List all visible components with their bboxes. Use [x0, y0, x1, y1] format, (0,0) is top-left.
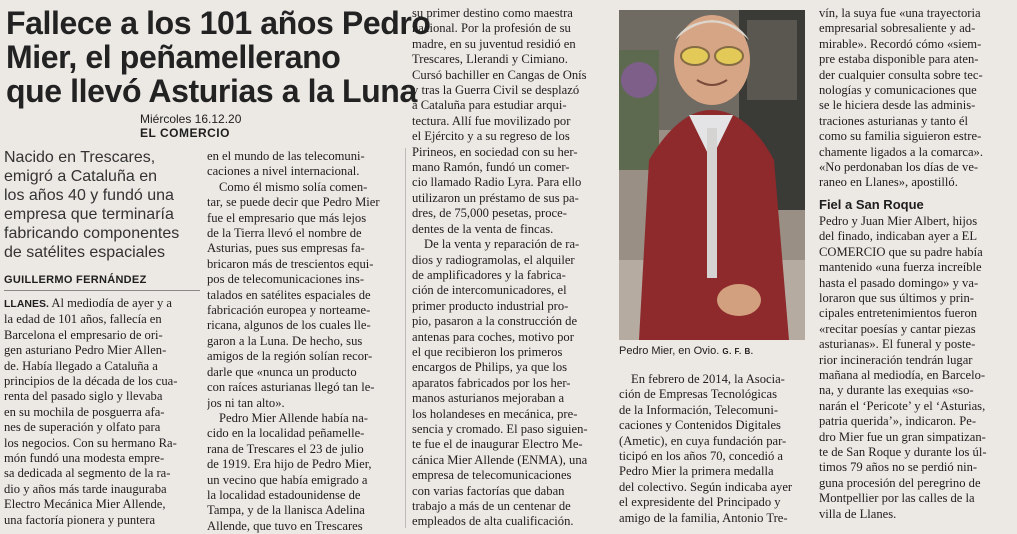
article-line: de. Había llegado a Cataluña a	[4, 358, 158, 373]
section-heading: Fiel a San Roque	[819, 196, 924, 212]
subhead-line: empresa que terminaría	[4, 206, 174, 223]
article-line: mantenido «una fuerza increíble	[819, 260, 982, 275]
article-line: na, y durante las exequias «so-	[819, 383, 974, 398]
article-line: encargos de Philips, ya que los	[412, 360, 568, 375]
byline: GUILLERMO FERNÁNDEZ	[4, 274, 200, 291]
article-line: pre estaba disponible para aten-	[819, 52, 979, 67]
article-line: Como él mismo solía comen-	[219, 179, 368, 194]
article-line: mirable». Recordó cómo «siem-	[819, 36, 982, 51]
article-line: primer producto industrial pro-	[412, 298, 569, 313]
article-line: a Cataluña para estudiar arqui-	[412, 98, 567, 113]
article-line: empresa de telecomunicaciones	[412, 468, 572, 483]
article-line: principios de la década de los cua-	[4, 374, 178, 389]
article-line: fue el empresario que más lejos	[207, 210, 367, 225]
article-line: trabajo a más de un centenar de	[412, 499, 571, 513]
article-line: del colectivo. Según indicaba ayer	[619, 479, 793, 494]
paragraph	[4, 312, 200, 528]
article-line: Pirineos, en sociedad con su her-	[412, 144, 578, 159]
paragraph	[819, 214, 1014, 522]
article-line: tectura. Allí fue movilizado por	[412, 113, 571, 128]
subhead-line: emigró a Cataluña en	[4, 168, 157, 185]
article-line: dios y radiogramolas, el alquiler	[412, 252, 575, 267]
article-line: amigos de la región solían recor-	[207, 349, 373, 364]
article-line: darle que «nunca un producto	[207, 364, 357, 379]
article-line: la localidad estadounidense de	[207, 487, 361, 502]
article-line: el Ejército y a su regreso de los	[412, 129, 570, 144]
article-line: cánica Mier Allende (ENMA), una	[412, 452, 588, 467]
article-line: manos asturianos mejoraban a	[412, 391, 565, 406]
article-line: vín, la suya fue «una trayectoria	[819, 6, 981, 20]
article-line: los negocios. Con su hermano Ra-	[4, 435, 177, 450]
paragraph	[412, 237, 610, 530]
article-line: y tras la Guerra Civil se desplazó	[412, 83, 580, 98]
article-line: tar, se puede decir que Pedro Mier	[207, 195, 380, 210]
article-line: con raíces asturianas llegó tan le-	[207, 380, 375, 395]
article-line: con varias factorías que daban	[412, 483, 565, 498]
headline-line: que llevó Asturias a la Luna	[6, 73, 417, 109]
article-line: de 1919. Era hijo de Pedro Mier,	[207, 457, 372, 472]
article-line: ción de Empresas Tecnológicas	[619, 387, 778, 402]
article-line: asturianas». El funeral y poste-	[819, 337, 976, 352]
portrait-photo	[619, 10, 805, 340]
article-line: der cualquier consulta sobre tec-	[819, 67, 983, 82]
article-line: pio, pasaron a la construcción de	[412, 314, 578, 329]
paragraph	[412, 6, 610, 237]
paragraph	[207, 149, 389, 180]
article-line: utilizaron un préstamo de sus pa-	[412, 190, 579, 205]
article-line: de la Información, Telecomuni-	[619, 402, 779, 417]
article-line: Cursó bachiller en Cangas de Onís	[412, 67, 587, 82]
article-line: rior incineración tendrán lugar	[819, 352, 973, 367]
article-line: una factoría pionera y puntera	[4, 512, 156, 527]
paragraph	[207, 180, 389, 411]
article-line: Tampa, y de la llanisca Adelina	[207, 503, 365, 518]
photo-caption	[619, 344, 807, 359]
article-line: cio llamado Radio Lyra. Para ello	[412, 175, 582, 190]
location-lead: LLANES.	[4, 298, 49, 310]
article-line: los holandeses en mecánica, pre-	[412, 406, 578, 421]
article-line: timos 79 años no se perdió nin-	[819, 460, 978, 475]
article-line: mañana al mediodía, en Barcelo-	[819, 367, 986, 382]
article-line: antenas para coches, motivo por	[412, 329, 574, 344]
article-line: gen asturiano Pedro Mier Allen-	[4, 343, 167, 358]
article-line: rana de Trescares el 23 de julio	[207, 441, 364, 456]
article-line: mano Ramón, fundó un comer-	[412, 160, 570, 175]
article-line: cipales entretenimientos fueron	[819, 306, 978, 321]
article-line: te fue el de inaugurar Electro Me-	[412, 437, 583, 452]
article-line: el que recibieron los primeros	[412, 344, 563, 359]
article-column-3	[412, 6, 610, 530]
article-line: COMERCIO que su padre había	[819, 244, 983, 259]
article-column-2	[207, 149, 389, 534]
article-line: dres, de 75,000 pesetas, proce-	[412, 206, 567, 221]
article-line: Allende, que tuvo en Trescares	[207, 518, 363, 533]
article-line: nes de superación y olfato para	[4, 420, 161, 435]
article-line: ticipó en los años 70, concedió a	[619, 449, 784, 464]
article-line: De la venta y reparación de ra-	[424, 237, 580, 252]
article-line: ricana, algunos de los cuales lle-	[207, 318, 371, 333]
article-column-1	[4, 296, 200, 528]
article-line: se le hiciera desde las adminis-	[819, 98, 976, 113]
headline-line: Fallece a los 101 años Pedro	[6, 5, 431, 41]
article-line: un vecino que había emigrado a	[207, 472, 368, 487]
article-line: Asturias, pues sus empresas fa-	[207, 241, 365, 256]
caption-text: Pedro Mier, en Ovio.	[619, 345, 720, 357]
article-line: narán el ‘Pericote’ y el ‘Asturias,	[819, 398, 986, 413]
article-line: el expresidente del Principado y	[619, 495, 781, 510]
article-line: Pedro Mier Allende había na-	[219, 410, 368, 425]
article-line: amigo de la familia, Antonio Tre-	[619, 510, 788, 525]
article-line: de amplificadores y la fabrica-	[412, 267, 566, 282]
paragraph	[207, 411, 389, 534]
article-line: en el mundo de las telecomuni-	[207, 149, 365, 163]
article-line: Pedro Mier la primera medalla	[619, 464, 774, 479]
article-line: la edad de 101 años, fallecía en	[4, 312, 162, 327]
subhead-line: fabricando componentes	[4, 225, 180, 242]
article-line: caciones y Contenidos Digitales	[619, 418, 781, 433]
article-line: madre, en su juventud residió en	[412, 36, 576, 51]
article-line: bricaron más de trescientos equi-	[207, 256, 374, 271]
article-line: loraron que sus últimos y prin-	[819, 290, 974, 305]
article-line: villa de Llanes.	[819, 506, 897, 521]
article-line: jos ni tan alto».	[207, 395, 285, 410]
headline	[6, 5, 431, 109]
article-line: renta del pasado siglo y llevaba	[4, 389, 163, 404]
article-line	[4, 296, 200, 312]
article-line: dentes de la venta de fincas.	[412, 221, 554, 236]
article-line: como su familia siguieron estre-	[819, 129, 982, 144]
article-line: En febrero de 2014, la Asocia-	[631, 372, 785, 386]
article-line: patria querida’», indicaron. Pe-	[819, 414, 977, 429]
subhead-line: los años 40 y fundó una	[4, 187, 174, 204]
article-line: sa dedicada al segmento de la ra-	[4, 466, 171, 481]
article-line: traciones asturianas y tanto él	[819, 113, 968, 128]
column-divider	[405, 148, 406, 528]
article-line: empresarial sobresaliente y ad-	[819, 21, 976, 36]
article-line: chamente ligados a la comarca».	[819, 144, 983, 159]
article-line: Trescares, Llerandi y Cimiano.	[412, 52, 568, 67]
article-line: raneo en Llanes», apostilló.	[819, 175, 958, 190]
article-line: su primer destino como maestra	[412, 6, 573, 20]
article-line: ción de intercomunicadores, el	[412, 283, 567, 298]
article-line: empleados de alta cualificación.	[412, 514, 574, 529]
article-line: del finado, indicaban ayer a EL	[819, 229, 978, 244]
paragraph	[619, 372, 807, 526]
article-column-5	[819, 6, 1014, 522]
subhead-line: Nacido en Trescares,	[4, 149, 156, 166]
portrait-illustration	[619, 10, 805, 340]
article-line: guna procesión del peregrino de	[819, 475, 981, 490]
article-column-4	[619, 372, 807, 526]
publication-date: Miércoles 16.12.20	[140, 112, 242, 126]
article-line: nologías y comunicaciones que	[819, 83, 977, 98]
article-line: pos de telecomunicaciones ins-	[207, 272, 365, 287]
article-line-text: Al mediodía de ayer y a	[48, 296, 173, 310]
article-line: Pedro y Juan Mier Albert, hijos	[819, 213, 978, 228]
article-line: dro Mier fue un gran simpatizan-	[819, 429, 986, 444]
article-line: Montpellier por las calles de la	[819, 491, 975, 506]
article-line: Barcelona el empresario de ori-	[4, 327, 163, 342]
article-line: te de San Roque y durante los úl-	[819, 444, 987, 459]
article-line: cido en la localidad peñamelle-	[207, 426, 365, 441]
photo-credit: G. F. B.	[722, 347, 754, 356]
article-line: sencia y cromado. El paso siguien-	[412, 421, 588, 436]
article-line: nacional. Por la profesión de su	[412, 21, 571, 36]
paragraph	[819, 6, 1014, 191]
article-line: fabricación europea y norteame-	[207, 303, 371, 318]
article-line: de la Tierra llevó el nombre de	[207, 226, 362, 241]
article-line: dio y años más tarde inauguraba	[4, 481, 167, 496]
article-line: «No perdonaban los días de ve-	[819, 160, 979, 175]
headline-line: Mier, el peñamellerano	[6, 39, 341, 75]
article-line: món fundó una modesta empre-	[4, 451, 165, 466]
subhead-line: de satélites espaciales	[4, 244, 165, 261]
article-line: «recitar poesías y cantar piezas	[819, 321, 976, 336]
article-line: (Ametic), en cuya fundación par-	[619, 433, 787, 448]
dateline	[140, 112, 390, 140]
article-line: en su mochila de posguerra afa-	[4, 404, 165, 419]
publication-name: EL COMERCIO	[140, 126, 230, 140]
subheadline	[4, 148, 204, 262]
article-line: caciones a nivel internacional.	[207, 164, 360, 179]
article-line: garon a la Luna. De hecho, sus	[207, 333, 363, 348]
article-line: talados en satélites espaciales de	[207, 287, 371, 302]
article-line: hasta el pasado domingo» y va-	[819, 275, 979, 290]
article-line: aparatos fabricados por los her-	[412, 375, 571, 390]
article-line: Electro Mecánica Mier Allende,	[4, 497, 166, 512]
